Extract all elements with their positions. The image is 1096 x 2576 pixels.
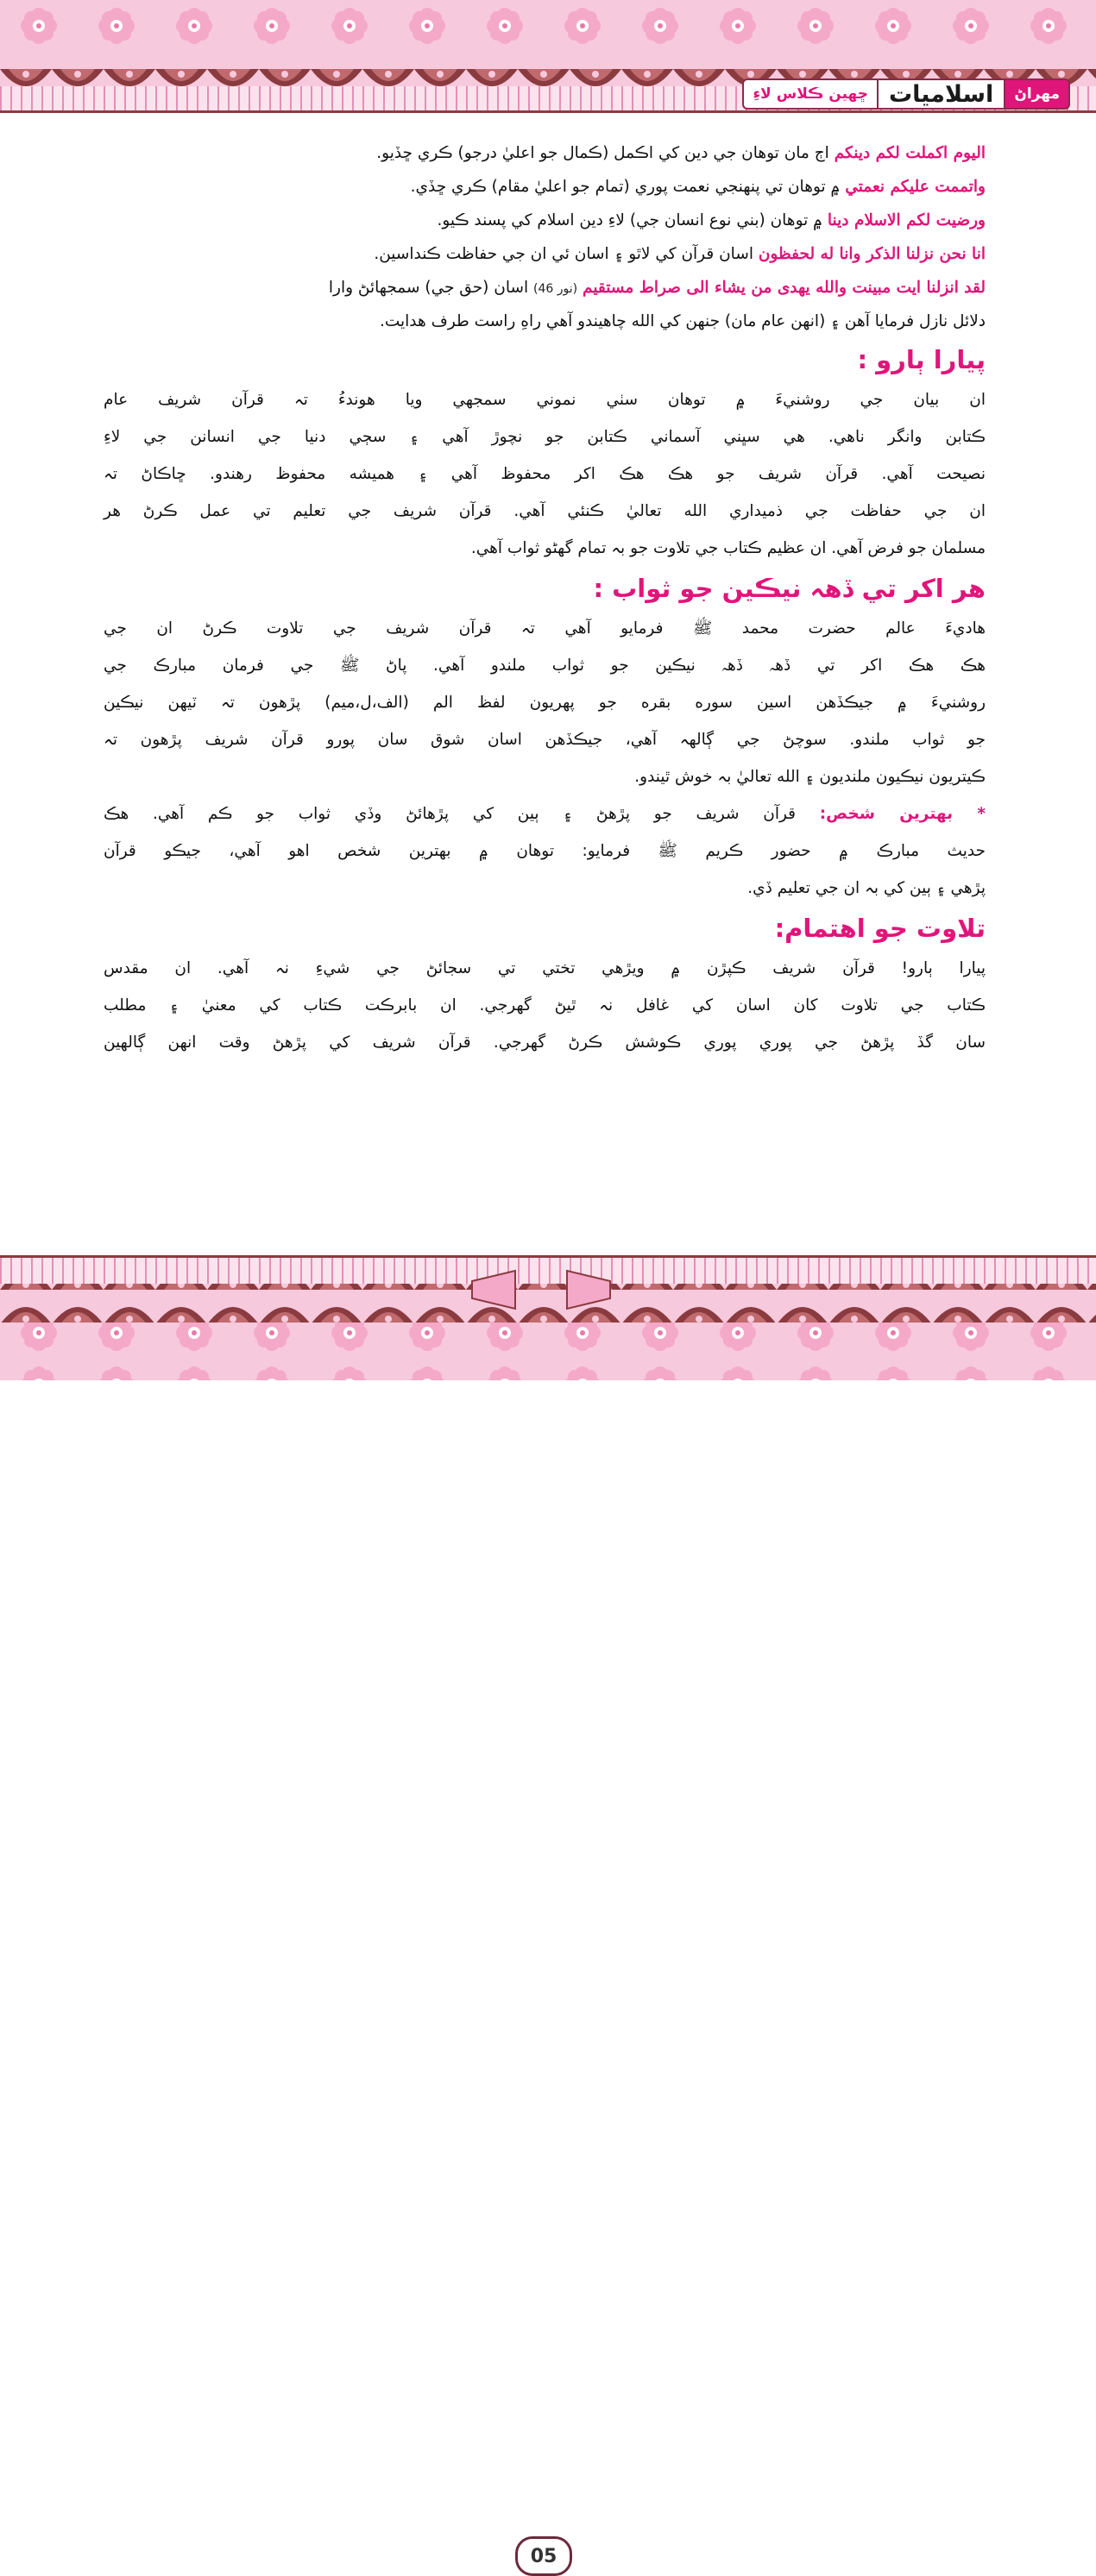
paragraph-line bbox=[104, 795, 986, 832]
badge-subject-title: اسلاميات bbox=[879, 79, 1004, 110]
verse-reference: (نور 46) bbox=[533, 282, 578, 296]
paragraph-line: روشنيءَ ۾ جيڪڏهن اسين سوره بقره جو پهريون لفظ الم (الف،ل،ميم) پڙهون تہ ٽيهن نيڪين bbox=[104, 694, 986, 712]
paragraph-text: قرآن شريف جو پڙهڻ ۽ ٻين کي پڙهائڻ وڏي ثواب جو ڪم آهي. هڪ bbox=[104, 805, 797, 823]
paragraph-line: ڪيتريون نيڪيون ملنديون ۽ الله تعاليٰ بہ خوش ٿيندو. bbox=[634, 768, 986, 786]
page-content bbox=[104, 136, 986, 1061]
bullet-label: * بهترين شخص: bbox=[819, 805, 986, 823]
page-number: 05 bbox=[515, 2536, 572, 2576]
paragraph-line: ڪتابن وانگر ناهي. هي سڀني آسماني ڪتابن جو نچوڙ آهي ۽ سڄي دنيا جي انسانن جي لاءِ bbox=[104, 428, 986, 446]
paragraph-line: مسلمان جو فرض آهي. ان عظيم ڪتاب جي تلاوت جو بہ تمام گهڻو ثواب آهي. bbox=[470, 539, 986, 557]
arabic-verse: اليوم اكملت لكم دينكم bbox=[834, 144, 986, 162]
quran-verse-line bbox=[104, 204, 986, 237]
paragraph-line: حديث مبارڪ ۾ حضور ڪريم ﷺ فرمايو: توهان ۾ بهترين شخص اهو آهي، جيڪو قرآن bbox=[104, 842, 986, 860]
verse-translation: ۾ توهان (بني نوع انسان جي) لاءِ دين اسلام کي پسند ڪيو. bbox=[437, 211, 822, 229]
badge-class-label: ڇهين ڪلاس لاءِ bbox=[742, 79, 879, 110]
quran-verse-line bbox=[104, 271, 986, 305]
arabic-verse: لقد انزلنا ايت مبينت والله يهدى من يشاء الى صراط مستقيم bbox=[583, 279, 986, 297]
paragraph-line: ڪتاب جي تلاوت کان اسان کي غافل نہ ٿيڻ گهرجي. ان بابرڪت ڪتاب کي معنيٰ ۽ مطلب bbox=[104, 996, 986, 1015]
header-badge bbox=[742, 79, 1070, 110]
section-heading: پيارا ٻارو : bbox=[857, 345, 986, 374]
paragraph-line: پڙهي ۽ ٻين کي بہ ان جي تعليم ڏي. bbox=[747, 879, 986, 897]
paragraph-line: نصيحت آهي. قرآن شريف جو هڪ هڪ اکر محفوظ آهي ۽ هميشه محفوظ رهندو. ڇاڪاڻ تہ bbox=[104, 465, 986, 483]
quran-verse-line bbox=[104, 170, 986, 204]
quran-verse-line bbox=[104, 136, 986, 170]
paragraph-line: ان جي حفاظت جي ذميداري الله تعاليٰ ڪنئي آهي. قرآن شريف جي تعليم تي عمل ڪرڻ هر bbox=[104, 502, 986, 520]
paragraph-line: هاديءَ عالم حضرت محمد ﷺ فرمايو آهي تہ قرآن شريف جي تلاوت ڪرڻ ان جي bbox=[104, 619, 986, 638]
arabic-verse: انا نحن نزلنا الذكر وانا له لحفظون bbox=[758, 245, 986, 263]
verse-translation: اسان قرآن کي لاٿو ۽ اسان ئي ان جي حفاظت ڪنداسين. bbox=[374, 245, 753, 263]
bottom-border bbox=[0, 1255, 1096, 2567]
quran-verse-line bbox=[104, 237, 986, 271]
verse-translation: ۾ توهان تي پنهنجي نعمت پوري (تمام جو اعليٰ مقام) ڪري ڇڏي. bbox=[410, 178, 841, 196]
paragraph-line: پيارا ٻارو! قرآن شريف ڪپڙن ۾ ويڙهي تختي تي سجائڻ جي شيءِ نہ آهي. ان مقدس bbox=[104, 959, 986, 977]
verse-translation: اڄ مان توهان جي دين کي اڪمل (ڪمال جو اعليٰ درجو) ڪري ڇڏيو. bbox=[376, 144, 829, 162]
section-heading: هر اکر تي ڏهہ نيڪين جو ثواب : bbox=[593, 574, 986, 603]
verse-continuation: دلائل نازل فرمايا آهن ۽ (انهن عام مان) جنهن کي الله چاهيندو آهي راهِ راست طرف هدايت. bbox=[379, 312, 986, 330]
paragraph-line: هڪ هڪ اکر تي ڏهہ ڏهہ نيڪين جو ثواب ملندو آهي. پاڻ ﷺ جي فرمان مبارڪ جي bbox=[104, 657, 986, 675]
arabic-verse: ورضيت لكم الاسلام دينا bbox=[827, 211, 986, 229]
top-border bbox=[0, 0, 1096, 116]
paragraph-line: جو ثواب ملندو. سوچڻ جي ڳالهہ آهي، جيڪڏهن اسان شوق سان پورو قرآن شريف پڙهون تہ bbox=[104, 731, 986, 749]
section-heading: تلاوت جو اهتمام: bbox=[774, 914, 986, 943]
arabic-verse: واتممت عليكم نعمتي bbox=[845, 178, 986, 196]
paragraph-line: ان بيان جي روشنيءَ ۾ توهان سٺي نموني سمجهي ويا هوندءُ تہ قرآن شريف عام bbox=[104, 391, 986, 409]
verse-translation: اسان (حق جي) سمجهائڻ وارا bbox=[328, 279, 529, 297]
badge-publisher: مهراڻ bbox=[1004, 79, 1070, 110]
bottom-border-pattern bbox=[0, 1255, 1096, 1380]
paragraph-line: سان گڏ پڙهڻ جي پوري پوري ڪوشش ڪرڻ گهرجي. قرآن شريف کي پڙهڻ وقت انهن ڳالهين bbox=[104, 1034, 986, 1052]
